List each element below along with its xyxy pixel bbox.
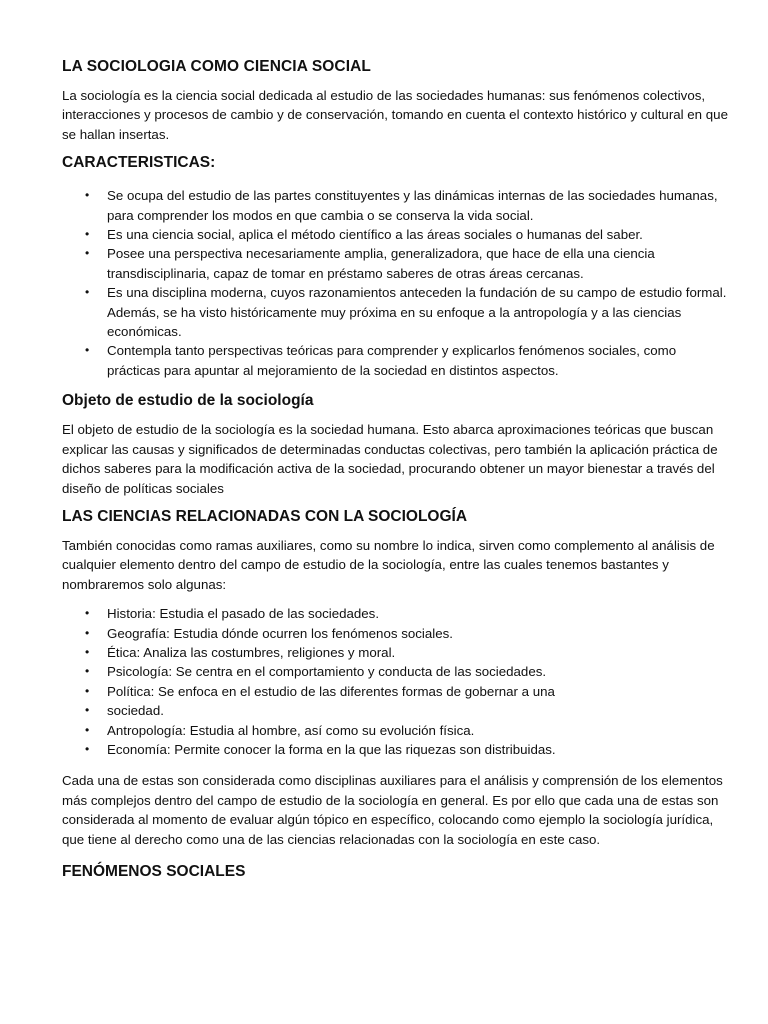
bullet-icon: • xyxy=(85,343,90,358)
bullet-icon: • xyxy=(85,644,90,659)
ciencias-list xyxy=(62,604,728,759)
objeto-paragraph: El objeto de estudio de la sociología es la sociedad humana. Esto abarca aproximaciones teóricas que buscan explicar las causas y significados de determinadas conductas colectivas, pero también la aplicación práctica de dichos saberes para la modificación activa de la sociedad, procurando obtener un mayor bienestar a través del diseño de políticas sociales xyxy=(62,422,718,496)
bullet-icon: • xyxy=(85,188,90,203)
list-item: • Posee una perspectiva necesariamente amplia, generalizadora, que hace de ella una ciencia transdisciplinaria, capaz de tomar en préstamo saberes de otras áreas cercanas. xyxy=(85,246,655,281)
page-title: LA SOCIOLOGIA COMO CIENCIA SOCIAL xyxy=(62,58,371,75)
list-item: • Ética: Analiza las costumbres, religiones y moral. xyxy=(107,643,728,662)
list-item: • Geografía: Estudia dónde ocurren los fenómenos sociales. xyxy=(107,624,728,643)
ciencias-paragraph: También conocidas como ramas auxiliares, como su nombre lo indica, sirven como complemento al análisis de cualquier elemento dentro del campo de estudio de la sociología, entre las cuales tenemos bastantes y nombraremos solo algunas: xyxy=(62,537,715,592)
list-item: • Se ocupa del estudio de las partes constituyentes y las dinámicas internas de las sociedades humanas, para comprender los modos en que cambia o se conserva la vida social. xyxy=(85,188,718,223)
list-item: • Es una ciencia social, aplica el método científico a las áreas sociales o humanas del saber. xyxy=(107,225,728,244)
intro-paragraph: La sociología es la ciencia social dedicada al estudio de las sociedades humanas: sus fenómenos colectivos, interacciones y procesos de cambio y de conservación, tomando en cuenta el contexto histórico y cultural en que se hallan insertas. xyxy=(62,88,728,142)
bullet-icon: • xyxy=(85,625,90,640)
caracteristicas-list xyxy=(62,186,728,380)
section-heading-fenomenos: FENÓMENOS SOCIALES xyxy=(62,863,246,880)
section-heading-caracteristicas: CARACTERISTICAS: xyxy=(62,154,216,172)
list-item: • Antropología: Estudia al hombre, así como su evolución física. xyxy=(107,721,728,740)
section-heading-ciencias: LAS CIENCIAS RELACIONADAS CON LA SOCIOLOGÍA xyxy=(62,507,468,525)
list-item: • Historia: Estudia el pasado de las sociedades. xyxy=(107,604,728,623)
bullet-icon: • xyxy=(85,246,90,261)
list-item: • Contempla tanto perspectivas teóricas para comprender y explicarlos fenómenos sociales, como prácticas para apuntar al mejoramiento de la sociedad en distintos aspectos. xyxy=(85,343,677,378)
list-item: • Economía: Permite conocer la forma en la que las riquezas son distribuidas. xyxy=(107,740,728,759)
bullet-icon: • xyxy=(85,741,90,756)
list-item: • Política: Se enfoca en el estudio de las diferentes formas de gobernar a una xyxy=(107,682,728,701)
bullet-icon: • xyxy=(85,683,90,698)
list-item: • Psicología: Se centra en el comportamiento y conducta de las sociedades. xyxy=(107,662,728,681)
bullet-icon: • xyxy=(85,285,90,300)
list-item: • sociedad. xyxy=(107,701,728,720)
bullet-icon: • xyxy=(85,664,90,679)
list-item: • Es una disciplina moderna, cuyos razonamientos anteceden la fundación de su campo de estudio formal. Además, se ha visto históricamente muy próxima en su enfoque a la antropología y a las ciencias económicas. xyxy=(85,285,727,340)
bullet-icon: • xyxy=(85,703,90,718)
bullet-icon: • xyxy=(85,606,90,621)
bullet-icon: • xyxy=(85,722,90,737)
bullet-icon: • xyxy=(85,227,90,242)
ciencias-closing-paragraph: Cada una de estas son considerada como disciplinas auxiliares para el análisis y comprensión de los elementos más complejos dentro del campo de estudio de la sociología en general. Es por ello que cada una de estas son considerada al momento de evaluar algún tópico en específico, colocando como ejemplo la sociología jurídica, que tiene al derecho como una de las ciencias relacionadas con la sociología en este caso. xyxy=(62,773,723,847)
section-heading-objeto: Objeto de estudio de la sociología xyxy=(62,392,314,410)
